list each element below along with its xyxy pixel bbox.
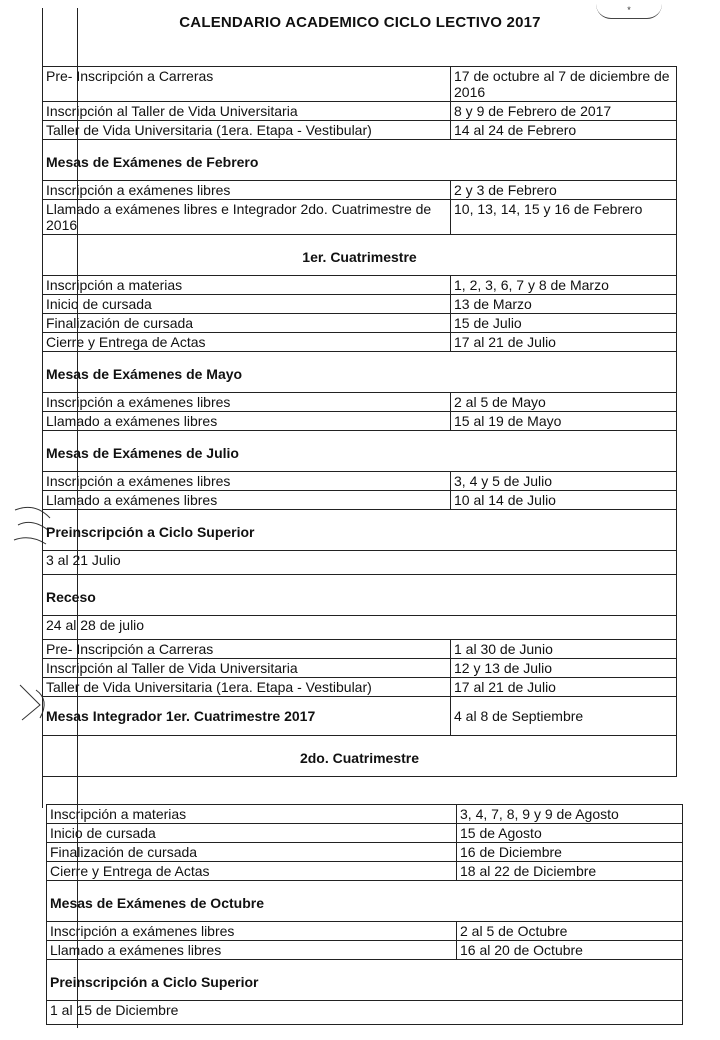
event-date: 13 de Marzo bbox=[451, 295, 677, 314]
event-date: 1 al 30 de Junio bbox=[451, 640, 677, 659]
section-row bbox=[43, 736, 677, 777]
period-dates: 1 al 15 de Diciembre bbox=[47, 1001, 683, 1025]
section-heading: Mesas de Exámenes de Julio bbox=[43, 431, 677, 472]
event-label: Cierre y Entrega de Actas bbox=[43, 333, 451, 352]
document-title: CALENDARIO ACADEMICO CICLO LECTIVO 2017 bbox=[179, 14, 541, 31]
table-row bbox=[47, 843, 683, 862]
table-row bbox=[43, 314, 677, 333]
event-label: Taller de Vida Universitaria (1era. Etapa - Vestibular) bbox=[43, 678, 451, 697]
table-row bbox=[43, 67, 677, 102]
stamp-mark: * bbox=[596, 4, 662, 19]
event-label: Llamado a exámenes libres e Integrador 2do. Cuatrimestre de 2016 bbox=[43, 200, 451, 235]
table-row bbox=[43, 640, 677, 659]
section-heading: Preinscripción a Ciclo Superior bbox=[47, 960, 683, 1001]
table-row bbox=[43, 472, 677, 491]
table-row bbox=[43, 678, 677, 697]
event-label: Inicio de cursada bbox=[43, 295, 451, 314]
calendar-table-1 bbox=[42, 66, 677, 777]
period-heading: 1er. Cuatrimestre bbox=[43, 235, 677, 276]
event-date: 17 al 21 de Julio bbox=[451, 333, 677, 352]
event-date: 17 de octubre al 7 de diciembre de 2016 bbox=[451, 67, 677, 102]
event-date: 16 al 20 de Octubre bbox=[457, 941, 683, 960]
section-row bbox=[43, 510, 677, 551]
event-date: 2 al 5 de Mayo bbox=[451, 393, 677, 412]
event-label: Mesas Integrador 1er. Cuatrimestre 2017 bbox=[43, 697, 451, 736]
section-row bbox=[43, 235, 677, 276]
event-date: 2 al 5 de Octubre bbox=[457, 922, 683, 941]
event-date: 2 y 3 de Febrero bbox=[451, 181, 677, 200]
event-label: Llamado a exámenes libres bbox=[47, 941, 457, 960]
event-label: Finalización de cursada bbox=[47, 843, 457, 862]
table-row bbox=[43, 200, 677, 235]
table-row bbox=[43, 659, 677, 678]
table-row bbox=[43, 276, 677, 295]
section-row bbox=[43, 697, 677, 736]
event-label: Inscripción a exámenes libres bbox=[47, 922, 457, 941]
event-label: Cierre y Entrega de Actas bbox=[47, 862, 457, 881]
event-label: Llamado a exámenes libres bbox=[43, 491, 451, 510]
event-date: 16 de Diciembre bbox=[457, 843, 683, 862]
table-row bbox=[43, 102, 677, 121]
table-row bbox=[43, 121, 677, 140]
event-label: Inscripción a materias bbox=[43, 276, 451, 295]
event-date: 1, 2, 3, 6, 7 y 8 de Marzo bbox=[451, 276, 677, 295]
table-row bbox=[47, 922, 683, 941]
period-dates: 3 al 21 Julio bbox=[43, 551, 677, 575]
event-label: Inscripción al Taller de Vida Universitaria bbox=[43, 659, 451, 678]
section-heading: Preinscripción a Ciclo Superior bbox=[43, 510, 677, 551]
event-label: Pre- Inscripción a Carreras bbox=[43, 67, 451, 102]
table-row bbox=[43, 491, 677, 510]
table-row bbox=[43, 393, 677, 412]
event-date: 17 al 21 de Julio bbox=[451, 678, 677, 697]
period-heading: 2do. Cuatrimestre bbox=[43, 736, 677, 777]
event-label: Inscripción a exámenes libres bbox=[43, 181, 451, 200]
event-date: 3, 4 y 5 de Julio bbox=[451, 472, 677, 491]
section-heading: Receso bbox=[43, 575, 677, 616]
event-date: 15 de Julio bbox=[451, 314, 677, 333]
event-date: 15 al 19 de Mayo bbox=[451, 412, 677, 431]
event-label: Inicio de cursada bbox=[47, 824, 457, 843]
calendar-table-2 bbox=[46, 804, 683, 1025]
table-row bbox=[43, 333, 677, 352]
table-row bbox=[47, 805, 683, 824]
period-dates: 24 al 28 de julio bbox=[43, 616, 677, 640]
event-label: Inscripción a exámenes libres bbox=[43, 393, 451, 412]
event-date: 14 al 24 de Febrero bbox=[451, 121, 677, 140]
event-date: 10, 13, 14, 15 y 16 de Febrero bbox=[451, 200, 677, 235]
event-date: 4 al 8 de Septiembre bbox=[451, 697, 677, 736]
section-row bbox=[47, 960, 683, 1001]
table-row bbox=[43, 412, 677, 431]
event-label: Llamado a exámenes libres bbox=[43, 412, 451, 431]
event-label: Taller de Vida Universitaria (1era. Etapa - Vestibular) bbox=[43, 121, 451, 140]
section-heading: Mesas de Exámenes de Mayo bbox=[43, 352, 677, 393]
event-date: 15 de Agosto bbox=[457, 824, 683, 843]
section-row bbox=[47, 881, 683, 922]
table-row bbox=[43, 295, 677, 314]
event-date: 8 y 9 de Febrero de 2017 bbox=[451, 102, 677, 121]
event-label: Inscripción a exámenes libres bbox=[43, 472, 451, 491]
section-row bbox=[43, 431, 677, 472]
section-row bbox=[43, 616, 677, 640]
table-row bbox=[47, 941, 683, 960]
section-heading: Mesas de Exámenes de Octubre bbox=[47, 881, 683, 922]
section-row bbox=[43, 140, 677, 181]
section-heading: Mesas de Exámenes de Febrero bbox=[43, 140, 677, 181]
table-row bbox=[47, 862, 683, 881]
event-label: Inscripción al Taller de Vida Universitaria bbox=[43, 102, 451, 121]
event-label: Inscripción a materias bbox=[47, 805, 457, 824]
event-date: 18 al 22 de Diciembre bbox=[457, 862, 683, 881]
event-date: 3, 4, 7, 8, 9 y 9 de Agosto bbox=[457, 805, 683, 824]
event-label: Pre- Inscripción a Carreras bbox=[43, 640, 451, 659]
section-row bbox=[47, 1001, 683, 1025]
table-row bbox=[47, 824, 683, 843]
section-row bbox=[43, 551, 677, 575]
event-date: 10 al 14 de Julio bbox=[451, 491, 677, 510]
table-row bbox=[43, 181, 677, 200]
event-label: Finalización de cursada bbox=[43, 314, 451, 333]
section-row bbox=[43, 352, 677, 393]
event-date: 12 y 13 de Julio bbox=[451, 659, 677, 678]
section-row bbox=[43, 575, 677, 616]
